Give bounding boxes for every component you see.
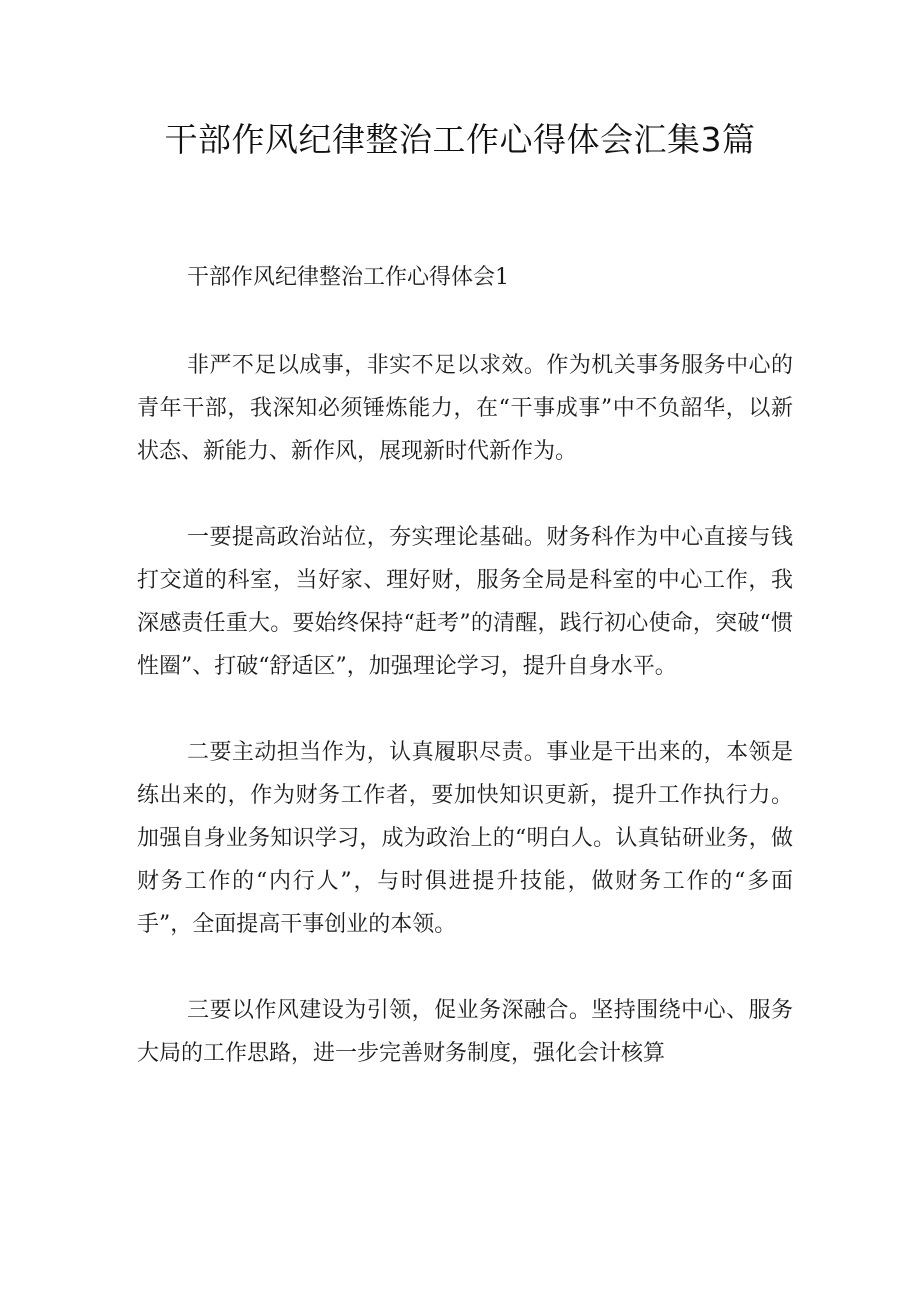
paragraph-2: 一要提高政治站位，夯实理论基础。财务科作为中心直接与钱打交道的科室，当好家、理好财，服务全局是科室的中心工作，我深感责任重大。要始终保持“赶考”的清醒，践行初心使命，突破“惯性圈”、打破“舒适区”，加强理论学习，提升自身水平。 — [137, 525, 793, 679]
paragraph-3: 二要主动担当作为，认真履职尽责。事业是干出来的，本领是练出来的，作为财务工作者，要加快知识更新，提升工作执行力。加强自身业务知识学习，成为政治上的“明白人。认真钻研业务，做财务工作的“内行人”，与时俱进提升技能，做财务工作的“多面手”，全面提高干事创业的本领。 — [137, 740, 793, 937]
document-body — [137, 344, 793, 1118]
paragraph-1: 非严不足以成事，非实不足以求效。作为机关事务服务中心的青年干部，我深知必须锤炼能力，在“干事成事”中不负韶华，以新状态、新能力、新作风，展现新时代新作为。 — [137, 353, 793, 464]
document-title: 干部作风纪律整治工作心得体会汇集3篇 — [164, 120, 756, 159]
paragraph-4: 三要以作风建设为引领，促业务深融合。坚持围绕中心、服务大局的工作思路，进一步完善财务制度，强化会计核算 — [137, 998, 793, 1066]
section-heading: 干部作风纪律整治工作心得体会1 — [187, 265, 509, 290]
